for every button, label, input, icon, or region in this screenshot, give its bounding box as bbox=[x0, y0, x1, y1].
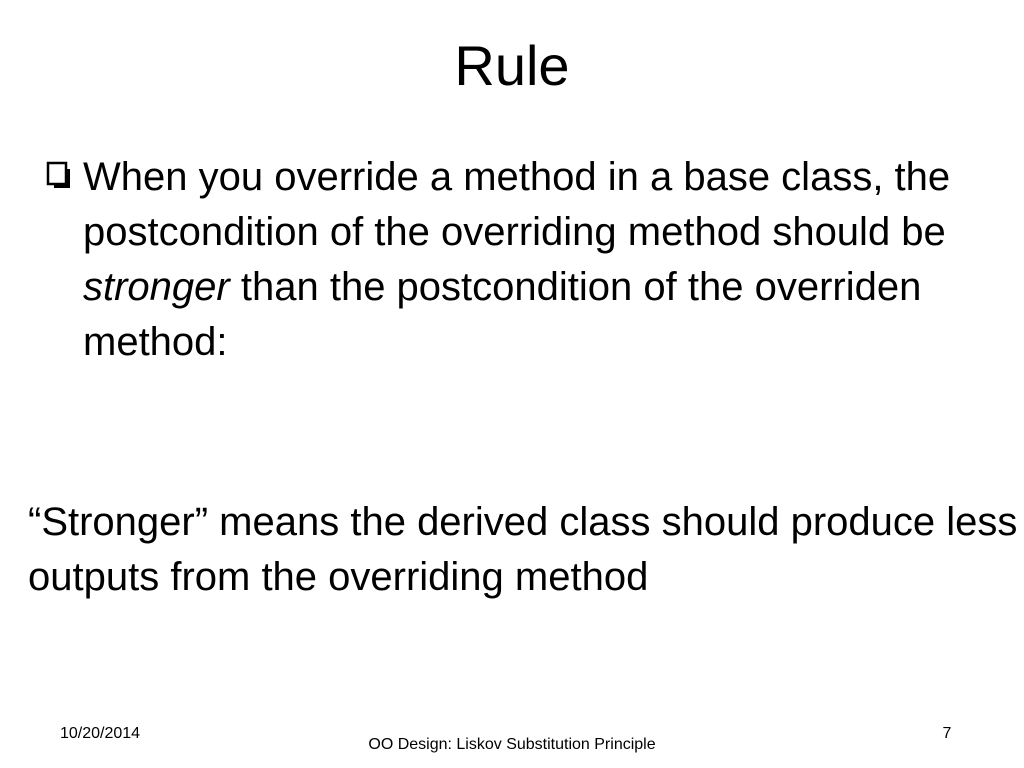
stronger-note: “Stronger” means the derived class should produce less outputs from the overriding method bbox=[28, 500, 1018, 599]
bullet-point bbox=[46, 150, 1006, 370]
page-number: 7 bbox=[942, 725, 952, 742]
bullet-text bbox=[83, 150, 1006, 370]
checkbox-square-icon bbox=[46, 161, 72, 191]
footer-title: OO Design: Liskov Substitution Principle bbox=[368, 736, 656, 753]
bullet-text-before: When you override a method in a base class, the postcondition of the overriding method should be bbox=[83, 155, 951, 254]
footer-date: 10/20/2014 bbox=[60, 725, 141, 742]
bullet-emphasis: stronger bbox=[83, 265, 230, 309]
slide-title: Rule bbox=[454, 34, 570, 97]
bullet-text-after: than the postcondition of the overriden method: bbox=[83, 265, 922, 364]
